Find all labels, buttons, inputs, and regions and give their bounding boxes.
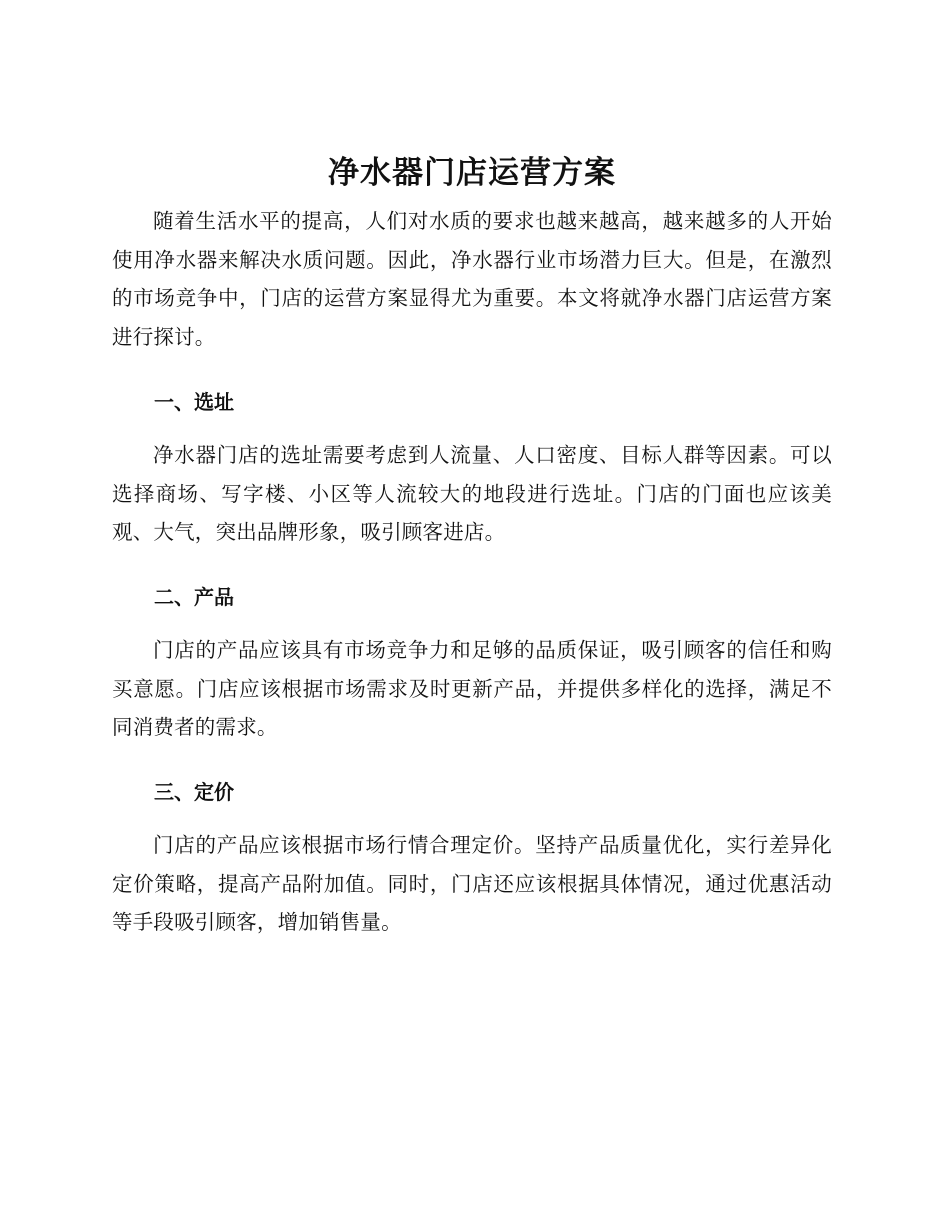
document-page [112, 150, 832, 942]
document-title: 净水器门店运营方案 [328, 155, 616, 191]
section-heading-pricing: 三、定价 [154, 780, 234, 805]
section-heading-location: 一、选址 [154, 389, 234, 414]
intro-paragraph: 随着生活水平的提高，人们对水质的要求也越来越高，越来越多的人开始使用净水器来解决水质问题。因此，净水器行业市场潜力巨大。但是，在激烈的市场竞争中，门店的运营方案显得尤为重要。本文将就净水器门店运营方案进行探讨。 [112, 209, 832, 350]
section-body-product: 门店的产品应该具有市场竞争力和足够的品质保证，吸引顾客的信任和购买意愿。门店应该根据市场需求及时更新产品，并提供多样化的选择，满足不同消费者的需求。 [112, 637, 832, 740]
section-heading-product: 二、产品 [154, 584, 234, 609]
section-body-pricing: 门店的产品应该根据市场行情合理定价。坚持产品质量优化，实行差异化定价策略，提高产品附加值。同时，门店还应该根据具体情况，通过优惠活动等手段吸引顾客，增加销售量。 [112, 833, 832, 935]
section-body-location: 净水器门店的选址需要考虑到人流量、人口密度、目标人群等因素。可以选择商场、写字楼、小区等人流较大的地段进行选址。门店的门面也应该美观、大气，突出品牌形象，吸引顾客进店。 [112, 442, 832, 545]
